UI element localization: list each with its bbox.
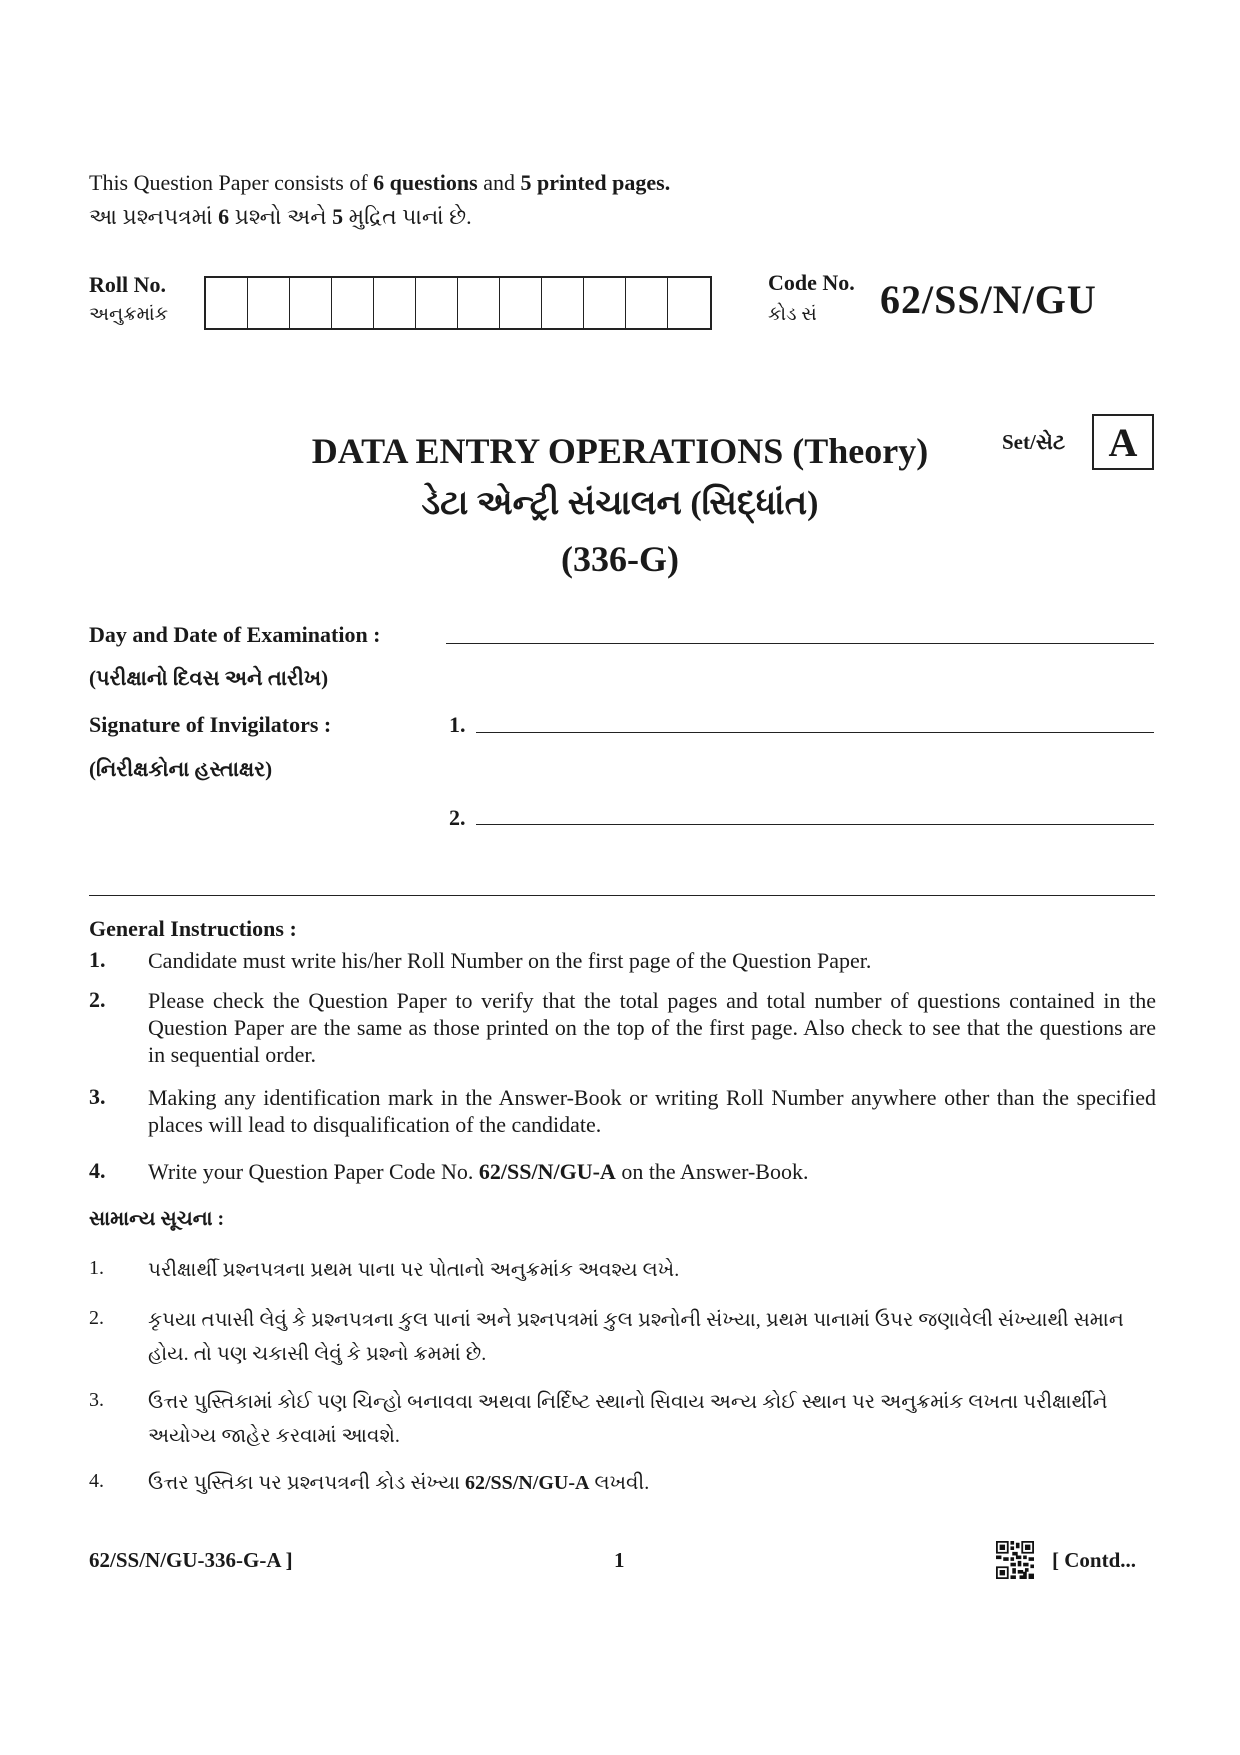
info-text: This Question Paper consists of bbox=[89, 170, 374, 195]
subject-code: (336-G) bbox=[561, 539, 679, 579]
roll-digit-box[interactable] bbox=[248, 278, 290, 328]
subject-title-en: DATA ENTRY OPERATIONS (Theory) bbox=[311, 431, 929, 471]
section-divider bbox=[89, 895, 1155, 896]
instruction-number: 2. bbox=[89, 987, 106, 1012]
invigilator-sign-label-gu: (નિરીક્ષકોના હસ્તાક્ષર) bbox=[89, 757, 273, 781]
instruction-text-part: Write your Question Paper Code No. bbox=[148, 1159, 479, 1184]
code-label-en: Code No. bbox=[768, 270, 855, 295]
code-value: 62/SS/N/GU bbox=[880, 277, 1097, 322]
instruction-number: 3. bbox=[89, 1084, 106, 1109]
instruction-number: 1. bbox=[89, 947, 106, 972]
roll-digit-box[interactable] bbox=[584, 278, 626, 328]
roll-number-boxes[interactable] bbox=[204, 276, 712, 330]
info-text: and bbox=[477, 170, 521, 195]
roll-digit-box[interactable] bbox=[332, 278, 374, 328]
invigilator-sign-label: Signature of Invigilators : bbox=[89, 712, 332, 737]
info-pages: 5 bbox=[332, 204, 344, 229]
roll-digit-box[interactable] bbox=[542, 278, 584, 328]
exam-date-label: Day and Date of Examination : bbox=[89, 622, 381, 647]
instruction-number: 1. bbox=[89, 1257, 104, 1279]
roll-label-en: Roll No. bbox=[89, 272, 166, 297]
exam-date-line[interactable] bbox=[446, 643, 1154, 644]
instruction-text: Candidate must write his/her Roll Number on the first page of the Question Paper. bbox=[148, 948, 872, 973]
roll-digit-box[interactable] bbox=[668, 278, 710, 328]
paper-code: 62/SS/N/GU-A bbox=[464, 1472, 590, 1494]
footer-paper-code: 62/SS/N/GU-336-G-A ] bbox=[89, 1548, 293, 1572]
set-label: Set/સેટ bbox=[1002, 430, 1066, 454]
subject-title-gu: ડેટા એન્ટ્રી સંચાલન (સિદ્ધાંત) bbox=[421, 485, 819, 522]
info-text: મુદ્રિત પાનાં છે. bbox=[343, 204, 472, 229]
instruction-text: Making any identification mark in the Answer-Book or writing Roll Number anywhere other than the specified places will lead to disqualification of the candidate. bbox=[148, 1085, 1156, 1137]
instruction-text bbox=[148, 1158, 1156, 1185]
instructions-heading-gu: સામાન્ય સૂચના : bbox=[89, 1208, 225, 1230]
roll-digit-box[interactable] bbox=[206, 278, 248, 328]
info-pages: 5 printed pages. bbox=[520, 170, 671, 195]
invigilator-sign-line-1[interactable] bbox=[476, 732, 1154, 733]
instruction-text-part: લખવી. bbox=[589, 1472, 650, 1494]
roll-label-gu: અનુક્રમાંક bbox=[89, 304, 169, 325]
set-box: A bbox=[1092, 414, 1154, 470]
instructions-heading-en: General Instructions : bbox=[89, 916, 297, 941]
paper-info-gu bbox=[89, 204, 472, 230]
qr-code-icon bbox=[996, 1541, 1034, 1579]
code-label-gu: કોડ સં bbox=[768, 304, 817, 325]
instruction-text-part: ઉત્તર પુસ્તિકા પર પ્રશ્નપત્રની કોડ સંખ્યા bbox=[148, 1472, 465, 1494]
info-questions: 6 bbox=[218, 204, 230, 229]
paper-info-en bbox=[89, 170, 670, 196]
instruction-text-gu: ઉત્તર પુસ્તિકામાં કોઈ પણ ચિન્હો બનાવવા અથવા નિર્દિષ્ટ સ્થાનો સિવાય અન્ય કોઈ સ્થાન પર અનુક્રમાંક લખતા પરીક્ષાર્થીને અયોગ્ય જાહેર કરવામાં આવશે. bbox=[148, 1391, 1108, 1447]
instruction-text-part: on the Answer-Book. bbox=[615, 1159, 809, 1184]
invigilator-sign-line-2[interactable] bbox=[476, 824, 1154, 825]
info-questions: 6 questions bbox=[373, 170, 478, 195]
sign-number-2: 2. bbox=[449, 805, 466, 830]
instruction-number: 2. bbox=[89, 1307, 104, 1329]
instruction-text-gu: કૃપયા તપાસી લેવું કે પ્રશ્નપત્રના કુલ પાનાં અને પ્રશ્નપત્રમાં કુલ પ્રશ્નોની સંખ્યા, પ્રથમ પાનામાં ઉપર જણાવેલી સંખ્યાથી સમાન હોય. તો પણ ચકાસી લેવું કે પ્રશ્નો ક્રમમાં છે. bbox=[148, 1309, 1124, 1365]
instruction-text-gu bbox=[148, 1466, 1158, 1500]
instruction-text: Please check the Question Paper to verify that the total pages and total number of questions contained in the Question Paper are the same as those printed on the top of the first page. Also check to see that the questions are in sequential order. bbox=[148, 988, 1156, 1067]
roll-digit-box[interactable] bbox=[290, 278, 332, 328]
exam-date-label-gu: (પરીક્ષાનો દિવસ અને તારીખ) bbox=[89, 666, 329, 690]
instruction-number: 3. bbox=[89, 1389, 104, 1411]
roll-digit-box[interactable] bbox=[626, 278, 668, 328]
roll-digit-box[interactable] bbox=[416, 278, 458, 328]
instruction-number: 4. bbox=[89, 1470, 104, 1492]
sign-number-1: 1. bbox=[449, 712, 466, 737]
info-text: પ્રશ્નો અને bbox=[229, 204, 333, 229]
info-text: આ પ્રશ્નપત્રમાં bbox=[89, 204, 219, 229]
roll-digit-box[interactable] bbox=[374, 278, 416, 328]
paper-code: 62/SS/N/GU-A bbox=[478, 1159, 616, 1184]
continued-label: [ Contd... bbox=[1052, 1548, 1137, 1572]
instruction-number: 4. bbox=[89, 1158, 106, 1183]
roll-digit-box[interactable] bbox=[458, 278, 500, 328]
roll-digit-box[interactable] bbox=[500, 278, 542, 328]
instruction-text-gu: પરીક્ષાર્થી પ્રશ્નપત્રના પ્રથમ પાના પર પોતાનો અનુક્રમાંક અવશ્ય લખે. bbox=[148, 1259, 680, 1281]
page-number: 1 bbox=[614, 1548, 625, 1572]
